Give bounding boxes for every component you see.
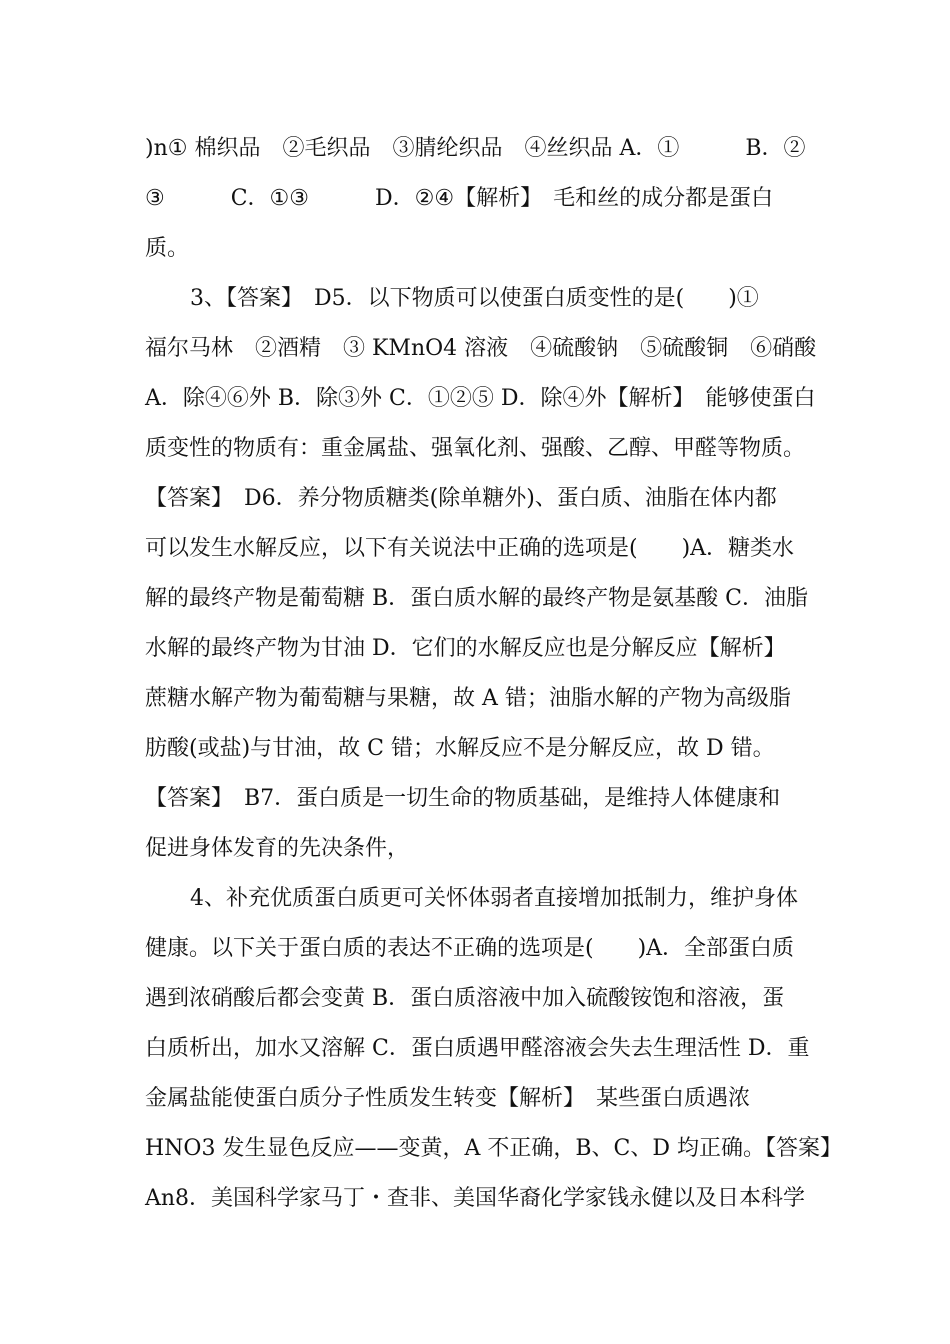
text-line: 【答案】 B7．蛋白质是一切生命的物质基础，是维持人体健康和 [145,786,781,811]
text-line: 肪酸(或盐)与甘油，故 C 错；水解反应不是分解反应，故 D 错。 [145,736,775,761]
text-line: 3、【答案】 D5．以下物质可以使蛋白质变性的是( )① [190,286,759,311]
text-line: An8．美国科学家马丁・查非、美国华裔化学家钱永健以及日本科学 [145,1186,806,1211]
text-line: ③ C．①③ D．②④【解析】 毛和丝的成分都是蛋白 [145,186,774,211]
text-line: 可以发生水解反应，以下有关说法中正确的选项是( )A．糖类水 [145,536,795,561]
text-line: 促进身体发育的先决条件， [145,836,410,861]
text-line: )n① 棉织品 ②毛织品 ③腈纶织品 ④丝织品 A．① B．② [145,136,806,161]
text-line: 白质析出，加水又溶解 C．蛋白质遇甲醛溶液会失去生理活性 D．重 [145,1036,810,1061]
text-line: 金属盐能使蛋白质分子性质发生转变【解析】 某些蛋白质遇浓 [145,1086,751,1111]
text-line: 4、补充优质蛋白质更可关怀体弱者直接增加抵制力，维护身体 [190,886,798,911]
text-line: 遇到浓硝酸后都会变黄 B．蛋白质溶液中加入硫酸铵饱和溶液，蛋 [145,986,785,1011]
text-line: 质变性的物质有：重金属盐、强氧化剂、强酸、乙醇、甲醛等物质。 [145,436,806,461]
text-line: 福尔马林 ②酒精 ③ KMnO4 溶液 ④硫酸钠 ⑤硫酸铜 ⑥硝酸 [145,336,817,361]
text-line: 健康。以下关于蛋白质的表达不正确的选项是( )A．全部蛋白质 [145,936,795,961]
text-line: 解的最终产物是葡萄糖 B．蛋白质水解的最终产物是氨基酸 C．油脂 [145,586,808,611]
text-line: 水解的最终产物为甘油 D．它们的水解反应也是分解反应【解析】 [145,636,786,661]
text-line: 蔗糖水解产物为葡萄糖与果糖，故 A 错；油脂水解的产物为高级脂 [145,686,791,711]
text-line: A．除④⑥外 B．除③外 C．①②⑤ D．除④外【解析】 能够使蛋白 [145,386,816,411]
text-line: 质。 [145,236,190,261]
text-line: HNO3 发生显色反应——变黄，A 不正确，B、C、D 均正确。【答案】 [145,1136,842,1161]
text-line: 【答案】 D6．养分物质糖类(除单糖外)、蛋白质、油脂在体内都 [145,486,777,511]
